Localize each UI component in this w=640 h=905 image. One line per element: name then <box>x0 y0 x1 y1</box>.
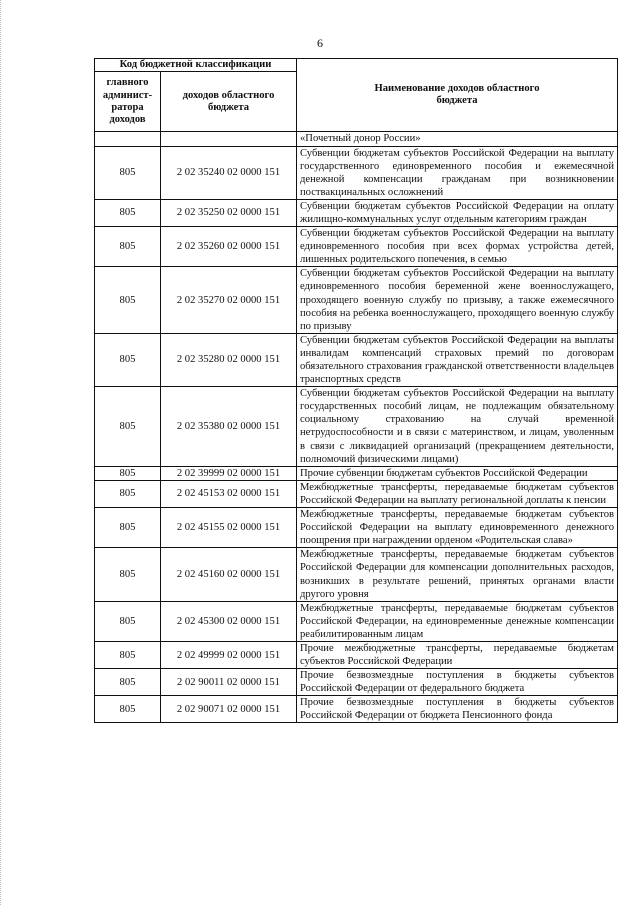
table-row <box>95 146 618 199</box>
table-row <box>95 601 618 641</box>
table-row <box>95 267 618 333</box>
page-edge <box>0 0 4 905</box>
admin-code-cell: 805 <box>95 669 161 696</box>
header-admin-code: главного админист-ратора доходов <box>95 72 161 132</box>
income-name-cell: Субвенции бюджетам субъектов Российской Федерации на оплату жилищно-коммунальных услуг отдельным категориям граждан <box>297 199 618 226</box>
admin-code-cell: 805 <box>95 199 161 226</box>
table-row <box>95 548 618 601</box>
page-number: 6 <box>317 36 323 50</box>
table-row <box>95 227 618 267</box>
admin-code-cell: 805 <box>95 466 161 480</box>
income-code-cell: 2 02 90011 02 0000 151 <box>161 669 297 696</box>
continuation-admin-cell <box>95 132 161 146</box>
continuation-name-cell: «Почетный донор России» <box>297 132 618 146</box>
income-name-cell: Субвенции бюджетам субъектов Российской Федерации на выплату государственных пособий лицам, не подлежащим обязательному социальному страхованию на случай временной нетрудоспособности и в связи с материнством, и лицам, уволенным в связи с ликвидацией организаций (прекращением деятельности, полномочий физическими лицами) <box>297 387 618 467</box>
income-code-cell: 2 02 35270 02 0000 151 <box>161 267 297 333</box>
admin-code-cell: 805 <box>95 696 161 723</box>
table-row <box>95 669 618 696</box>
table-row <box>95 199 618 226</box>
admin-code-cell: 805 <box>95 227 161 267</box>
table-row <box>95 387 618 467</box>
income-name-cell: Субвенции бюджетам субъектов Российской Федерации на выплату государственного единовременного пособия и ежемесячной денежной компенсации гражданам при возникновении поствакцинальных осложнений <box>297 146 618 199</box>
income-name-cell: Межбюджетные трансферты, передаваемые бюджетам субъектов Российской Федерации на выплату региональной доплаты к пенсии <box>297 480 618 507</box>
income-name-cell: Межбюджетные трансферты, передаваемые бюджетам субъектов Российской Федерации на выплату единовременного денежного поощрения при награждении орденом «Родительская слава» <box>297 508 618 548</box>
admin-code-cell: 805 <box>95 146 161 199</box>
income-code-cell: 2 02 45155 02 0000 151 <box>161 508 297 548</box>
table-row <box>95 696 618 723</box>
continuation-code-cell <box>161 132 297 146</box>
income-code-cell: 2 02 35280 02 0000 151 <box>161 333 297 386</box>
admin-code-cell: 805 <box>95 480 161 507</box>
income-code-cell: 2 02 35240 02 0000 151 <box>161 146 297 199</box>
income-code-cell: 2 02 49999 02 0000 151 <box>161 641 297 668</box>
income-name-cell: Межбюджетные трансферты, передаваемые бюджетам субъектов Российской Федерации для компенсации дополнительных расходов, возникших в результате решений, принятых органами власти другого уровня <box>297 548 618 601</box>
income-code-cell: 2 02 35250 02 0000 151 <box>161 199 297 226</box>
income-code-cell: 2 02 90071 02 0000 151 <box>161 696 297 723</box>
income-code-cell: 2 02 39999 02 0000 151 <box>161 466 297 480</box>
income-code-cell: 2 02 45153 02 0000 151 <box>161 480 297 507</box>
admin-code-cell: 805 <box>95 387 161 467</box>
income-name-cell: Прочие субвенции бюджетам субъектов Российской Федерации <box>297 466 618 480</box>
admin-code-cell: 805 <box>95 601 161 641</box>
admin-code-cell: 805 <box>95 508 161 548</box>
income-name-cell: Субвенции бюджетам субъектов Российской Федерации на выплату единовременного пособия беременной жене военнослужащего, проходящего военную службу по призыву, а также ежемесячного пособия на ребенка военнослужащего, проходящего военную службу по призыву <box>297 267 618 333</box>
income-code-cell: 2 02 35260 02 0000 151 <box>161 227 297 267</box>
income-name-cell: Субвенции бюджетам субъектов Российской Федерации на выплаты инвалидам компенсаций страховых премий по договорам обязательного страхования гражданской ответственности владельцев транспортных средств <box>297 333 618 386</box>
header-classification-code: Код бюджетной классификации <box>95 59 297 72</box>
income-code-cell: 2 02 45300 02 0000 151 <box>161 601 297 641</box>
table-row <box>95 480 618 507</box>
admin-code-cell: 805 <box>95 548 161 601</box>
table-row <box>95 508 618 548</box>
admin-code-cell: 805 <box>95 267 161 333</box>
income-name-text: Прочие безвозмездные поступления в бюджеты субъектов Российской Федерации от бюджета Пенсионного фонда <box>300 697 614 722</box>
income-name-cell: Прочие межбюджетные трансферты, передаваемые бюджетам субъектов Российской Федерации <box>297 641 618 668</box>
income-code-cell: 2 02 35380 02 0000 151 <box>161 387 297 467</box>
header-income-name: Наименование доходов областного бюджета <box>297 59 618 132</box>
income-name-cell: Субвенции бюджетам субъектов Российской Федерации на выплату единовременного пособия при всех формах устройства детей, лишенных родительского попечения, в семью <box>297 227 618 267</box>
income-name-cell: Межбюджетные трансферты, передаваемые бюджетам субъектов Российской Федерации, на единовременные денежные компенсации реабилитированным лицам <box>297 601 618 641</box>
table-row <box>95 641 618 668</box>
admin-code-cell: 805 <box>95 641 161 668</box>
header-income-code: доходов областного бюджета <box>161 72 297 132</box>
admin-code-cell: 805 <box>95 333 161 386</box>
income-name-cell <box>297 696 618 723</box>
income-code-cell: 2 02 45160 02 0000 151 <box>161 548 297 601</box>
income-name-cell: Прочие безвозмездные поступления в бюджеты субъектов Российской Федерации от федерального бюджета <box>297 669 618 696</box>
budget-classification-table <box>94 58 618 723</box>
table-row <box>95 466 618 480</box>
table-row <box>95 333 618 386</box>
